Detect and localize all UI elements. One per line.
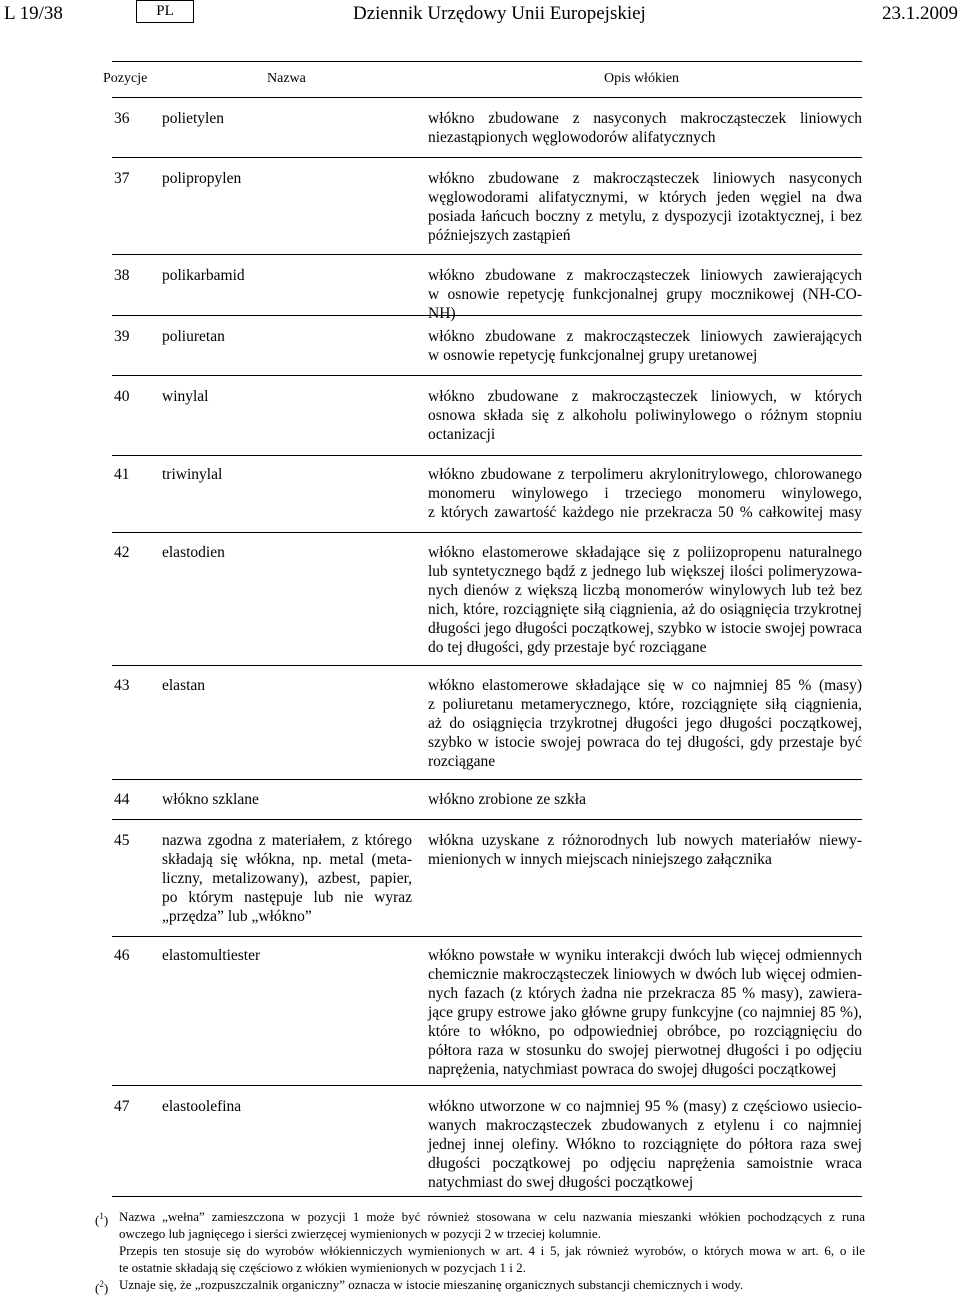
fibre-description bbox=[428, 465, 862, 522]
footnote-mark: ($^1$) bbox=[95, 1211, 109, 1228]
name-line: triwinylal bbox=[162, 466, 223, 483]
fibre-name bbox=[162, 327, 412, 346]
row-rule bbox=[112, 1085, 862, 1086]
row-number: 36 bbox=[114, 110, 130, 127]
desc-line: późniejszych zastąpień bbox=[428, 227, 571, 244]
fibre-description bbox=[428, 790, 862, 809]
name-line: polikarbamid bbox=[162, 267, 245, 284]
table-header-rule bbox=[112, 97, 862, 98]
desc-line: naprężenia, natychmiast powraca do swojej długości początkowej bbox=[428, 1061, 837, 1078]
fibre-description bbox=[428, 327, 862, 365]
name-line: nazwa zgodna z materiałem, z którego bbox=[162, 832, 412, 849]
name-line: winylal bbox=[162, 388, 209, 405]
footnote-line: owczego lub jagnięcego i sierści zwierzęcej wymienionych w pozycji 2 w trzeciej kolumnie. bbox=[119, 1226, 601, 1241]
row-rule bbox=[112, 254, 862, 255]
table-top-rule bbox=[112, 61, 862, 62]
row-number: 45 bbox=[114, 832, 130, 849]
fibre-name bbox=[162, 831, 412, 926]
footnote-line: Przepis ten stosuje się do wyrobów włókienniczych wymienionych w art. 4 i 5, jak również wyrobów, o których mowa w art. 6, o ile bbox=[119, 1243, 865, 1258]
desc-line: nych fazach (z których żadna nie przekracza 85 % masy), zawiera- bbox=[428, 985, 862, 1002]
name-line: liczny, metalizowany), azbest, papier, bbox=[162, 870, 412, 887]
fibre-description bbox=[428, 387, 862, 444]
row-number: 42 bbox=[114, 544, 130, 561]
desc-line: osnowa składa się z alkoholu poliwinylowego o różnym stopniu bbox=[428, 407, 862, 424]
desc-line: włókno powstałe w wyniku interakcji dwóch lub więcej odmiennych bbox=[428, 947, 862, 964]
desc-line: mienionych w innych miejscach niniejszego załącznika bbox=[428, 851, 772, 868]
name-line: poliuretan bbox=[162, 328, 225, 345]
fibre-name bbox=[162, 109, 412, 128]
desc-line: włókno zbudowane z makrocząsteczek liniowych zawierających bbox=[428, 328, 862, 345]
desc-line: włókno elastomerowe składające się z poliizopropenu naturalnego bbox=[428, 544, 862, 561]
fibre-name bbox=[162, 266, 412, 285]
row-rule bbox=[112, 532, 862, 533]
name-line: elastoolefina bbox=[162, 1098, 242, 1115]
desc-line: jednej innej olefiny. Włókno to rozciągnięte do półtora raza swej bbox=[428, 1136, 862, 1153]
desc-line: aż do osiągnięcia trzykrotnej długości jego długości początkowej, bbox=[428, 715, 862, 732]
footnote-line: te ostatnie składają się częściowo z włókien wymienionych w pozycjach 1 i 2. bbox=[119, 1260, 526, 1275]
row-rule bbox=[112, 375, 862, 376]
fibre-name bbox=[162, 543, 412, 562]
row-rule bbox=[112, 665, 862, 666]
row-number: 43 bbox=[114, 677, 130, 694]
desc-line: włókno zbudowane z makrocząsteczek liniowych, w których bbox=[428, 388, 862, 405]
column-header-name: Nazwa bbox=[267, 71, 306, 86]
fibre-description bbox=[428, 543, 862, 657]
desc-line: półtora raza w stosunku do swojej pierwotnej długości i po odjęciu bbox=[428, 1042, 862, 1059]
row-number: 46 bbox=[114, 947, 130, 964]
fibre-name bbox=[162, 946, 412, 965]
footnote bbox=[95, 1276, 865, 1296]
name-line: po którym następuje lub nie wyraz bbox=[162, 889, 412, 906]
desc-line: rozciągane bbox=[428, 753, 496, 770]
desc-line: posiada łańcuch boczny z metylu, z dyspozycji izotaktycznej, i bez bbox=[428, 208, 862, 225]
desc-line: węglowodorami alifatycznymi, w których jeden węgiel na dwa bbox=[428, 189, 862, 206]
row-rule bbox=[112, 936, 862, 937]
footnote bbox=[95, 1208, 865, 1276]
footnote-number: 1 bbox=[99, 1211, 104, 1221]
column-header-position: Pozycje bbox=[103, 71, 148, 86]
desc-line: włókno zbudowane z terpolimeru akrylonitrylowego, chlorowanego bbox=[428, 466, 862, 483]
desc-line: długości początkowej po odjęciu naprężenia samoistnie wraca bbox=[428, 1155, 862, 1172]
journal-title: Dziennik Urzędowy Unii Europejskiej bbox=[353, 3, 646, 24]
row-rule bbox=[112, 819, 862, 820]
footnote-mark: ($^2$) bbox=[95, 1279, 109, 1296]
name-line: włókno szklane bbox=[162, 791, 259, 808]
page-number: L 19/38 bbox=[4, 3, 63, 24]
row-rule bbox=[112, 455, 862, 456]
language-badge: PL bbox=[136, 0, 194, 23]
name-line: elastan bbox=[162, 677, 206, 694]
name-line: polietylen bbox=[162, 110, 224, 127]
desc-line: które to włókno, po odpowiedniej obróbce, po rozciągnięciu do bbox=[428, 1023, 862, 1040]
name-line: „przędza” lub „włókno” bbox=[162, 908, 312, 925]
desc-line: lub syntetycznego bądź z jednego lub większej ilości polimeryzowa- bbox=[428, 563, 862, 580]
footnote-number: 2 bbox=[99, 1279, 104, 1289]
footnotes bbox=[95, 1208, 865, 1296]
row-number: 38 bbox=[114, 267, 130, 284]
row-number: 40 bbox=[114, 388, 130, 405]
name-line: składają się włókna, np. metal (meta- bbox=[162, 851, 412, 868]
desc-line: długości jego długości początkowej, szybko w istocie swojej powraca bbox=[428, 620, 862, 637]
fibre-name bbox=[162, 676, 412, 695]
fibre-name bbox=[162, 387, 412, 406]
desc-line: włókna uzyskane z różnorodnych lub nowych materiałów niewy- bbox=[428, 832, 862, 849]
footnote-line: Nazwa „wełna” zamieszczona w pozycji 1 może być również stosowana w celu nazwania mieszanki włókien pochodzących z runa bbox=[119, 1209, 865, 1224]
desc-line: włókno zbudowane z makrocząsteczek liniowych nasyconych bbox=[428, 170, 862, 187]
table-bottom-rule bbox=[112, 1196, 862, 1197]
desc-line: w osnowie repetycję funkcjonalnej grupy mocznikowej (NH-CO-NH) bbox=[428, 286, 862, 322]
desc-line: do tej długości, gdy przestaje być rozciągane bbox=[428, 639, 707, 656]
row-number: 37 bbox=[114, 170, 130, 187]
row-rule bbox=[112, 779, 862, 780]
fibre-description bbox=[428, 676, 862, 771]
desc-line: włókno zrobione ze szkła bbox=[428, 791, 586, 808]
desc-line: włókno zbudowane z makrocząsteczek liniowych zawierających bbox=[428, 267, 862, 284]
fibre-description bbox=[428, 1097, 862, 1192]
row-rule bbox=[112, 315, 862, 316]
fibre-description bbox=[428, 109, 862, 147]
row-number: 44 bbox=[114, 791, 130, 808]
desc-line: z których zawartość każdego nie przekracza 50 % całkowitej masy bbox=[428, 504, 862, 521]
desc-line: jące grupy estrowe jako główne grupy funkcyjne (co najmniej 85 %), bbox=[428, 1004, 862, 1021]
footnote-text bbox=[119, 1208, 865, 1276]
row-rule bbox=[112, 157, 862, 158]
desc-line: włókno elastomerowe składające się w co najmniej 85 % (masy) bbox=[428, 677, 862, 694]
desc-line: niezastąpionych węglowodorów alifatycznych bbox=[428, 129, 716, 146]
name-line: polipropylen bbox=[162, 170, 242, 187]
publication-date: 23.1.2009 bbox=[882, 3, 958, 24]
fibre-description bbox=[428, 169, 862, 245]
row-number: 47 bbox=[114, 1098, 130, 1115]
desc-line: z poliuretanu metamerycznego, które, rozciągnięte siłą ciągnienia, bbox=[428, 696, 862, 713]
desc-line: natychmiast do swej długości początkowej bbox=[428, 1174, 694, 1191]
name-line: elastodien bbox=[162, 544, 225, 561]
desc-line: włókno utworzone w co najmniej 95 % (masy) z częściowo usiecio- bbox=[428, 1098, 862, 1115]
desc-line: włókno zbudowane z nasyconych makrocząsteczek liniowych bbox=[428, 110, 862, 127]
fibre-name bbox=[162, 465, 412, 484]
desc-line: chemicznie makrocząsteczek liniowych w dwóch lub więcej odmien- bbox=[428, 966, 862, 983]
row-number: 39 bbox=[114, 328, 130, 345]
row-number: 41 bbox=[114, 466, 130, 483]
fibre-description bbox=[428, 831, 862, 869]
fibre-name bbox=[162, 790, 412, 809]
fibre-name bbox=[162, 1097, 412, 1116]
desc-line: nych dienów z większą liczbą monomerów winylowych lub też bez bbox=[428, 582, 862, 599]
column-header-description: Opis włókien bbox=[604, 71, 680, 86]
desc-line: szybko w istocie swojej powraca do tej długości, gdy przestaje być bbox=[428, 734, 862, 751]
desc-line: monomeru winylowego i trzeciego monomeru winylowego, bbox=[428, 485, 862, 502]
desc-line: octanizacji bbox=[428, 426, 496, 443]
footnote-line: Uznaje się, że „rozpuszczalnik organiczny” oznacza w istocie mieszaninę organicznych substancji chemicznych i wody. bbox=[119, 1277, 744, 1292]
desc-line: wanych makrocząsteczek zbudowanych z etylenu i co najmniej bbox=[428, 1117, 862, 1134]
page-header bbox=[0, 0, 960, 40]
desc-line: w osnowie repetycję funkcjonalnej grupy uretanowej bbox=[428, 347, 758, 364]
desc-line: nich, które, rozciągnięte siłą ciągnienia, aż do osiągnięcia trzykrotnej bbox=[428, 601, 862, 618]
fibre-name bbox=[162, 169, 412, 188]
footnote-text bbox=[119, 1276, 865, 1293]
fibre-description bbox=[428, 946, 862, 1079]
name-line: elastomultiester bbox=[162, 947, 261, 964]
